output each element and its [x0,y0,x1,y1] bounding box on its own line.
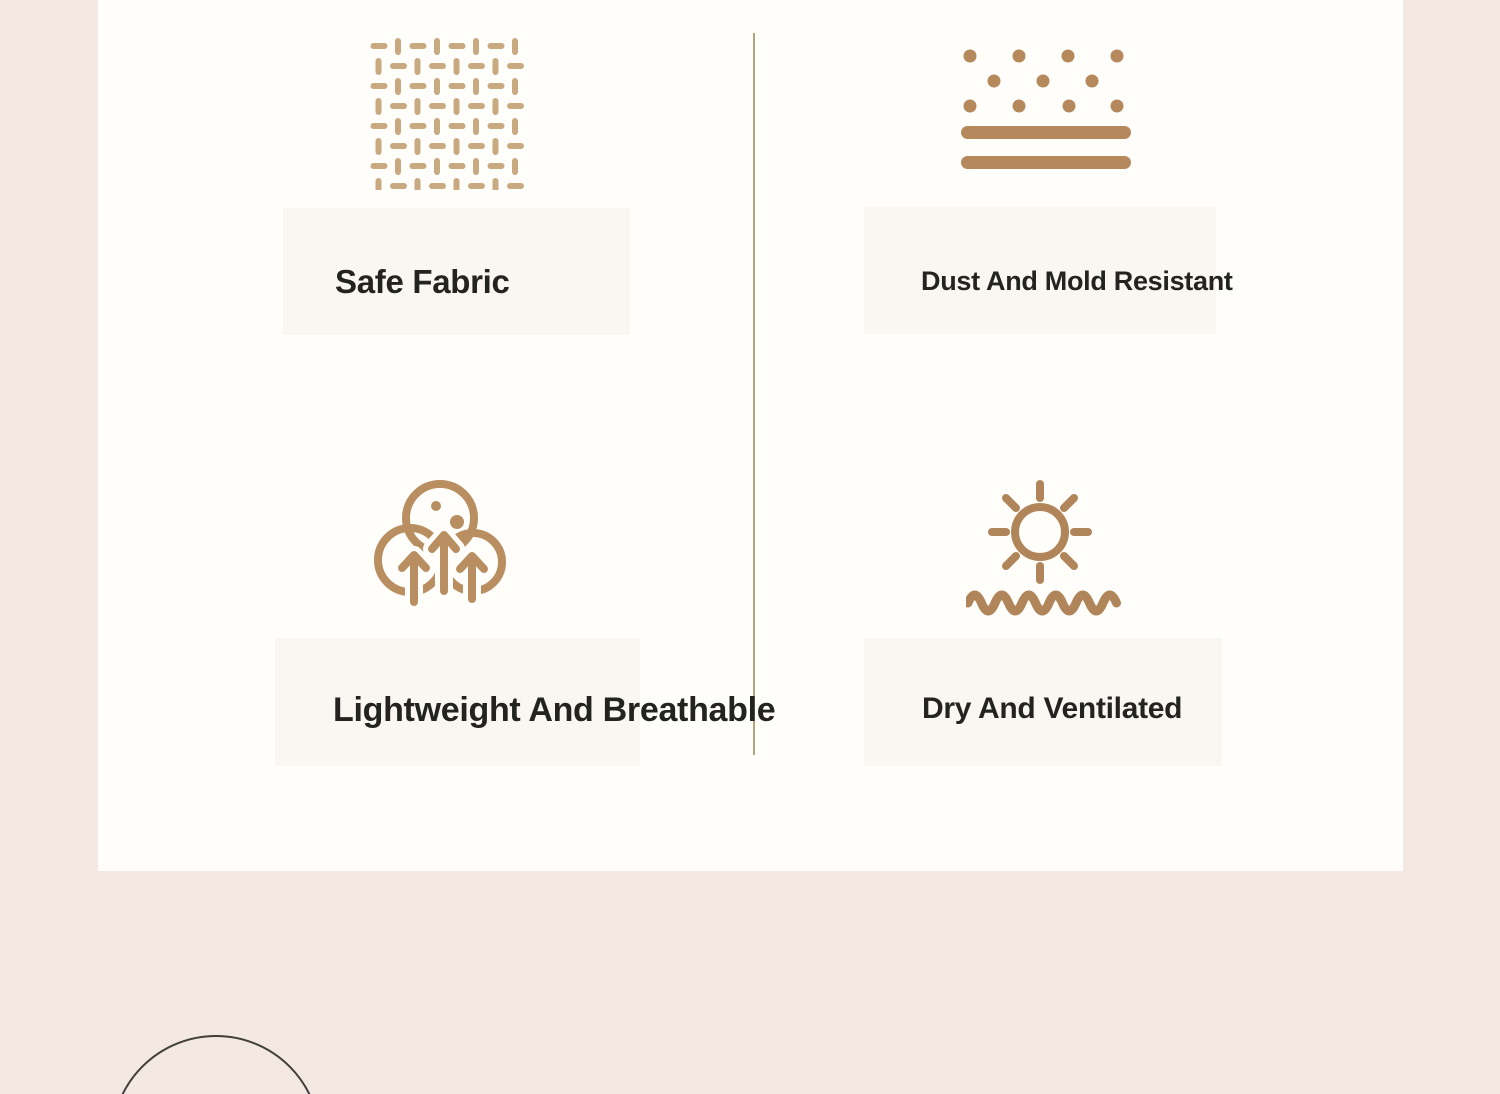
woven-fabric-icon [370,38,526,190]
feature-label-safe-fabric: Safe Fabric [335,263,510,300]
sun-waves-icon [966,478,1122,616]
dust-layers-icon [961,46,1131,173]
next-section-circle-outline [111,1035,321,1094]
feature-label-dry-ventilated: Dry And Ventilated [922,692,1183,725]
feature-label-dust-mold-resistant: Dust And Mold Resistant [921,266,1233,296]
vertical-divider [753,33,755,755]
feature-label-lightweight-breathable: Lightweight And Breathable [333,691,776,729]
clouds-up-arrows-icon [374,476,512,610]
